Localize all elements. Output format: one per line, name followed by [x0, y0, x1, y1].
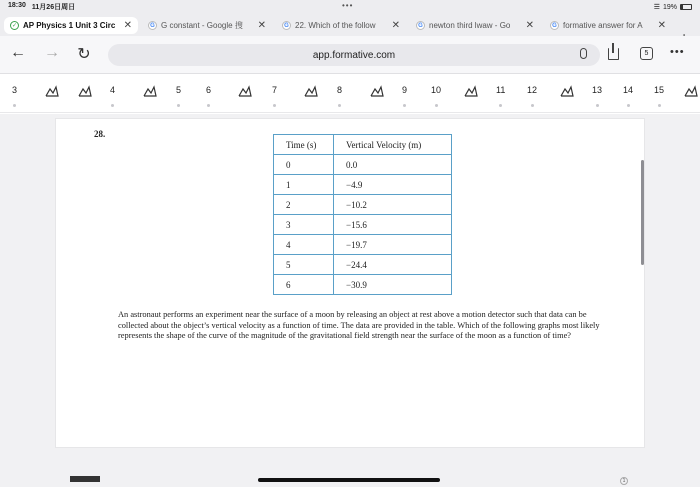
question-nav-14[interactable]: 14	[623, 85, 633, 101]
answered-question-icon[interactable]	[464, 85, 478, 101]
table-cell: 6	[274, 275, 334, 295]
tab-overview-button[interactable]	[640, 47, 653, 60]
google-icon: G	[148, 21, 157, 30]
share-icon[interactable]	[608, 48, 619, 60]
status-time: 18:30	[8, 2, 26, 9]
question-nav-9[interactable]: 9	[402, 85, 407, 101]
question-nav-11[interactable]: 11	[496, 85, 505, 101]
question-nav-6[interactable]: 6	[206, 85, 211, 101]
tab-formative-answer[interactable]	[544, 17, 672, 34]
table-row	[274, 175, 452, 195]
table-cell: −4.9	[334, 175, 452, 195]
battery-percent: 19%	[662, 3, 677, 11]
table-cell: −10.2	[334, 195, 452, 215]
status-date: 11月26日周日	[31, 4, 76, 11]
table-cell: 1	[274, 175, 334, 195]
table-cell: 0.0	[334, 155, 452, 175]
table-cell: 3	[274, 215, 334, 235]
table-row	[274, 235, 452, 255]
publisher-logo	[70, 476, 100, 482]
tab-title: AP Physics 1 Unit 3 Circ	[23, 21, 116, 30]
close-icon[interactable]: ✕	[391, 20, 400, 31]
table-row	[274, 155, 452, 175]
column-header-time: Time (s)	[274, 135, 334, 155]
question-nav-15[interactable]: 15	[654, 85, 664, 101]
question-nav-10[interactable]: 10	[431, 85, 441, 101]
question-nav-12[interactable]: 12	[527, 85, 537, 101]
page-number: 1	[620, 477, 628, 485]
question-nav-4[interactable]: 4	[110, 85, 115, 101]
browser-toolbar	[0, 36, 700, 74]
question-nav-8[interactable]: 8	[337, 85, 342, 101]
column-header-velocity: Vertical Velocity (m)	[334, 135, 452, 155]
tab-title: G constant - Google 搜	[161, 21, 243, 30]
tab-g-constant[interactable]	[142, 17, 272, 34]
answered-question-icon[interactable]	[304, 85, 318, 101]
table-cell: 4	[274, 235, 334, 255]
answered-question-icon[interactable]	[78, 85, 92, 101]
tab-count: 5	[644, 50, 649, 57]
table-cell: −15.6	[334, 215, 452, 235]
answered-question-icon[interactable]	[45, 85, 59, 101]
close-icon[interactable]: ✕	[257, 20, 266, 31]
back-arrow-icon[interactable]: ←	[10, 44, 26, 61]
question-nav-7[interactable]: 7	[272, 85, 277, 101]
close-icon[interactable]: ✕	[123, 20, 132, 31]
battery-icon	[680, 4, 692, 10]
answered-question-icon[interactable]	[143, 85, 157, 101]
table-cell: −24.4	[334, 255, 452, 275]
tab-newton-third[interactable]	[410, 17, 540, 34]
wifi-icon: ☰	[653, 4, 660, 11]
google-icon: G	[416, 21, 425, 30]
answered-question-icon[interactable]	[370, 85, 384, 101]
question-nav	[0, 75, 700, 113]
close-icon[interactable]: ✕	[525, 20, 534, 31]
address-bar[interactable]	[108, 44, 600, 66]
google-icon: G	[282, 21, 291, 30]
multitask-dots-icon[interactable]: •••	[342, 1, 354, 10]
home-indicator[interactable]	[258, 478, 440, 482]
question-number: 28.	[94, 129, 106, 139]
question-nav-5[interactable]: 5	[176, 85, 181, 101]
table-cell: 2	[274, 195, 334, 215]
tab-title: newton third lwaw - Go	[429, 21, 511, 30]
question-text: An astronaut performs an experiment near the surface of a moon by releasing an object at rest above a motion detector such that data can be collected about the object’s vertical velocity as a function of time. The data are provided in the table. Which of the following graphs most likely represents the shape of the curve of the magnitude of the gravitational field strength near the surface of the moon as a function of time?	[118, 310, 600, 340]
tab-title: 22. Which of the follow	[295, 21, 376, 30]
more-menu-icon[interactable]: •••	[670, 46, 685, 58]
table-cell: −30.9	[334, 275, 452, 295]
table-row	[274, 275, 452, 295]
google-icon: G	[550, 21, 559, 30]
forward-arrow-icon[interactable]: →	[44, 44, 60, 61]
tab-strip	[0, 14, 700, 36]
table-row	[274, 255, 452, 275]
table-row	[274, 195, 452, 215]
url-text: app.formative.com	[312, 49, 396, 61]
table-cell: 5	[274, 255, 334, 275]
formative-icon: ✓	[11, 23, 18, 29]
table-cell: −19.7	[334, 235, 452, 255]
table-cell: 0	[274, 155, 334, 175]
velocity-data-table	[273, 134, 452, 295]
question-nav-13[interactable]: 13	[592, 85, 602, 101]
microphone-icon[interactable]	[580, 48, 587, 59]
close-icon[interactable]: ✕	[657, 20, 666, 31]
tab-title: formative answer for A	[563, 21, 643, 30]
reload-icon[interactable]: ↻	[77, 46, 91, 63]
answered-question-icon[interactable]	[684, 85, 698, 101]
table-header-row	[274, 135, 452, 155]
question-nav-3[interactable]: 3	[12, 85, 17, 101]
answered-question-icon[interactable]	[560, 85, 574, 101]
answered-question-icon[interactable]	[238, 85, 252, 101]
scrollbar[interactable]	[641, 160, 644, 265]
table-row	[274, 215, 452, 235]
tab-question-22[interactable]	[276, 17, 406, 34]
tab-ap-physics[interactable]	[4, 17, 138, 34]
